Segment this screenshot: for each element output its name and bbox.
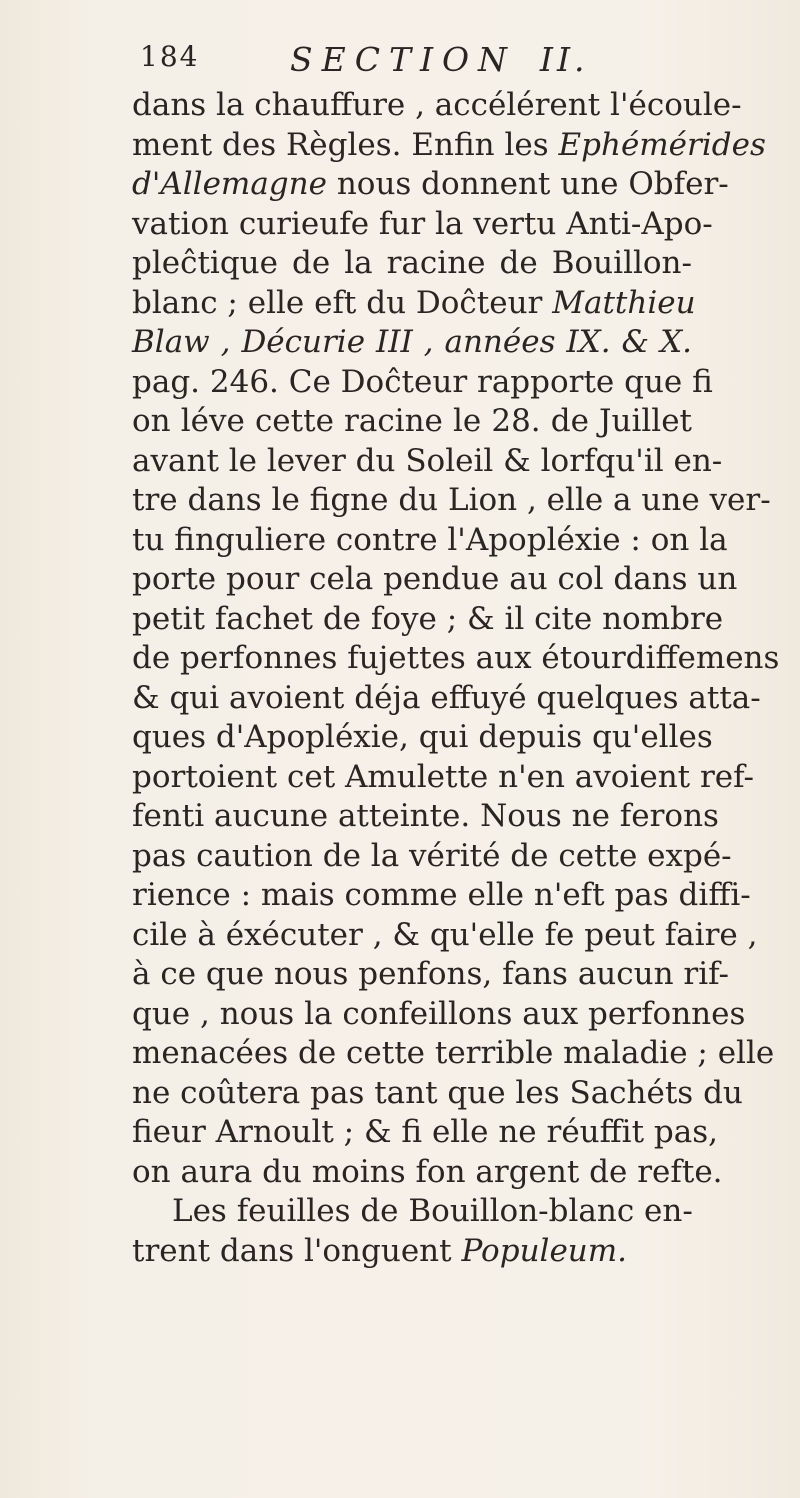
text-run: & qui avoient déja effuyé quelques atta- [132,679,761,716]
text-line [132,205,713,245]
section-heading [290,40,588,79]
text-run: portoient cet Amulette n'en avoient ref- [132,758,754,795]
text-line [132,876,751,916]
section-number: II. [539,40,589,79]
text-line [132,1034,775,1074]
text-run: nous donnent une Obfer- [326,166,729,202]
text-run: à ce que nous penfons, fans aucun rif- [132,956,729,992]
text-run: Les feuilles de Bouillon-blanc en- [172,1193,693,1229]
text-run: tre dans le figne du Lion , elle a une ver- [132,482,771,518]
text-line [132,679,761,719]
text-line [132,1074,743,1114]
text-run: dans la chauffure , accélérent l'écoule- [132,87,742,123]
text-run: ne coûtera pas tant que les Sachéts du [132,1074,743,1111]
text-run: trent dans l'onguent [132,1232,462,1269]
text-run: avant le lever du Soleil & lorfqu'il en- [132,442,723,479]
text-line [132,1153,723,1193]
text-run: fenti aucune atteinte. Nous ne ferons [132,798,719,834]
text-run: ment des Règles. Enfin les [132,126,559,163]
text-line [132,758,754,798]
italic-run: Matthieu [552,284,696,321]
text-line [132,600,724,640]
text-run: pleĉtique de la racine de Bouillon- [132,245,692,281]
text-line [132,916,758,956]
text-line [132,402,692,442]
text-line [132,126,766,166]
text-block [132,86,780,1271]
text-run: pag. 246. Ce Doĉteur rapporte que fi [132,363,713,400]
text-run: petit fachet de foye ; & il cite nombre [132,600,724,637]
text-line [132,995,746,1035]
text-run: porte pour cela pendue au col dans un [132,561,738,597]
text-line [132,244,692,284]
text-run: menacées de cette terrible maladie ; elle [132,1035,775,1071]
running-header [140,40,680,90]
text-run: tu finguliere contre l'Apopléxie : on la [132,521,728,558]
text-run: rience : mais comme elle n'eft pas diffi- [132,877,751,913]
italic-run: Blaw , Décurie III , années IX. & X. [132,324,692,360]
text-line [132,284,696,324]
text-line [132,442,723,482]
text-run: que , nous la confeillons aux perfonnes [132,995,746,1032]
text-line [132,560,738,600]
text-run: blanc ; elle eft du Doĉteur [132,284,553,321]
text-line [132,955,729,995]
text-line [132,86,742,126]
italic-run: Populeum. [461,1232,628,1269]
text-run: cile à éxécuter , & qu'elle fe peut faire , [132,916,758,953]
text-run: de perfonnes fujettes aux étourdiffemens [132,640,780,676]
text-line [132,165,729,205]
text-line [132,521,728,561]
text-line [132,323,692,363]
text-line [132,1232,692,1272]
text-run: ques d'Apopléxie, qui depuis qu'elles [132,719,713,755]
text-line [132,1113,718,1153]
text-line [132,363,713,403]
text-run: pas caution de la vérité de cette expé- [132,837,732,874]
page-number: 184 [140,40,200,73]
text-line [132,837,732,877]
text-run: fieur Arnoult ; & fi elle ne réuffit pas, [132,1114,718,1150]
text-line [132,718,713,758]
section-title: SECTION [290,40,516,79]
text-line [132,797,719,837]
text-run: on aura du moins fon argent de refte. [132,1153,723,1190]
text-run: vation curieufe fur la vertu Anti-Apo- [132,205,713,242]
text-line [132,481,771,521]
italic-run: Ephémérides [558,126,766,163]
text-line [132,639,780,679]
italic-run: d'Allemagne [132,166,327,202]
text-line [132,1192,692,1232]
text-run: on léve cette racine le 28. de Juillet [132,403,692,439]
